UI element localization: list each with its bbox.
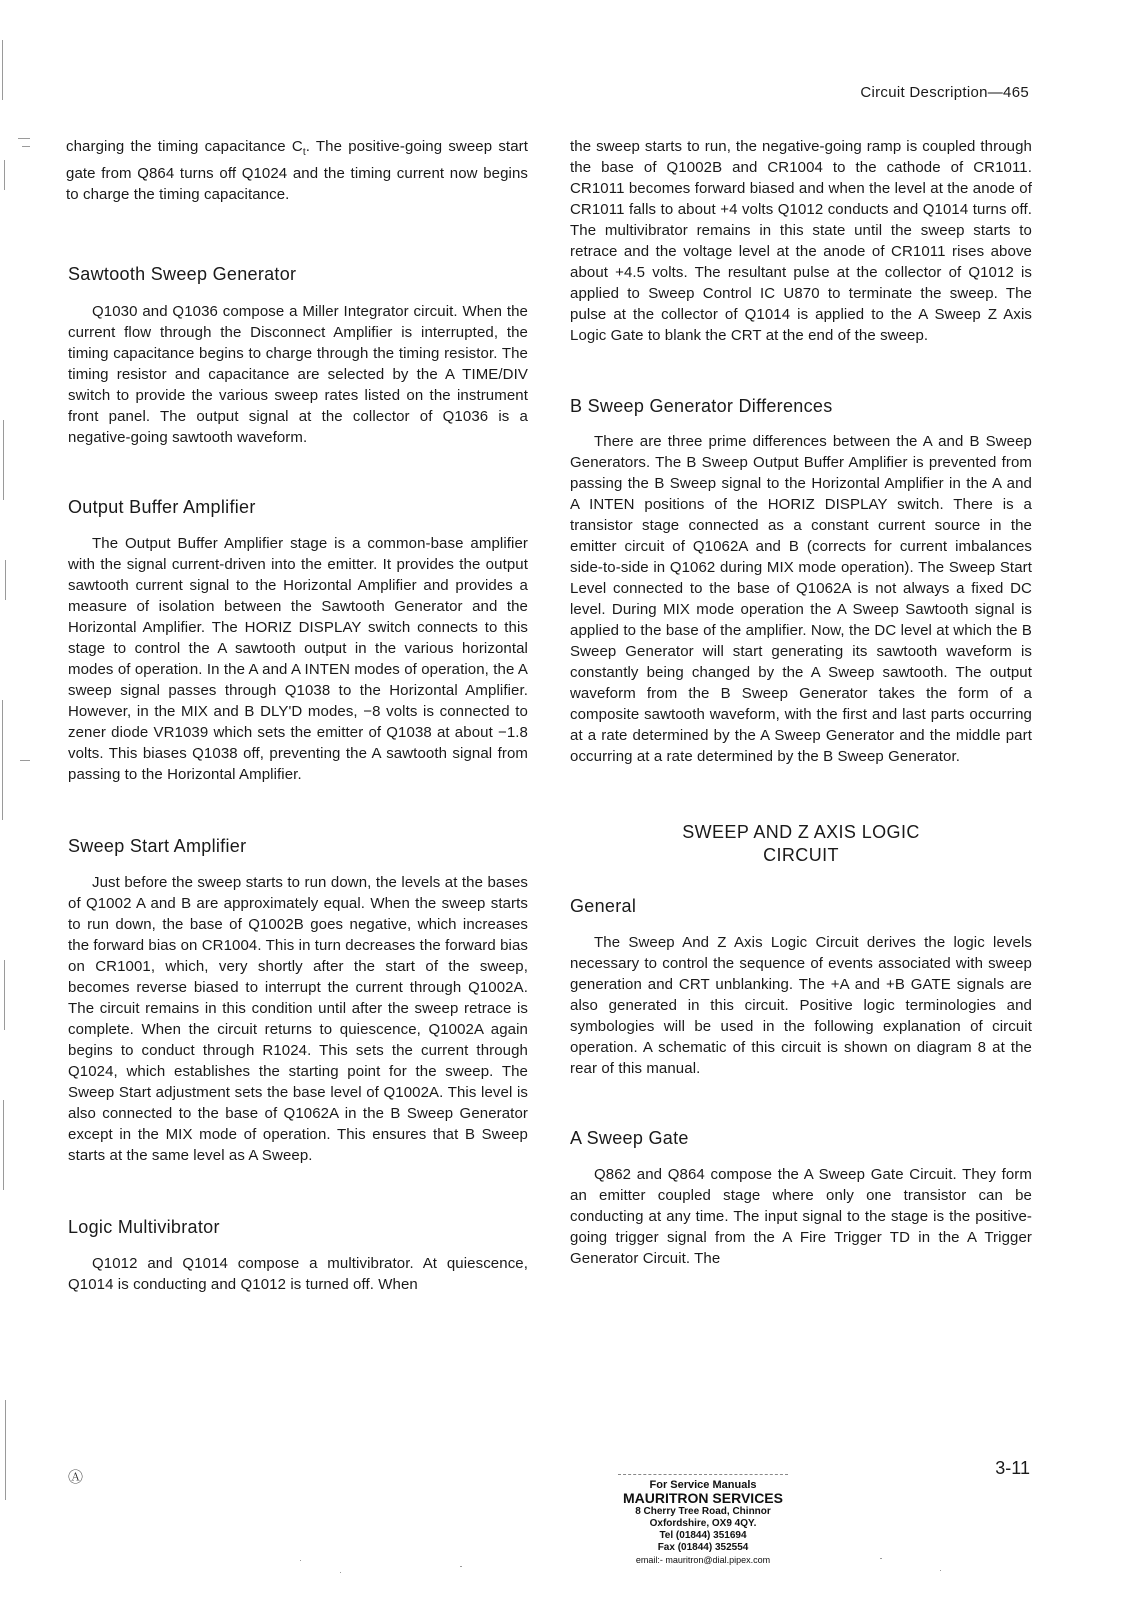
stamp-line-7: email:- mauritron@dial.pipex.com — [635, 1555, 771, 1565]
intro-text-rest: . The positive-going sweep start gate from Q864 turns off Q1024 and the timing current now begins to charge the timing capacitance. — [66, 138, 529, 203]
heading-logic-multivibrator: Logic Multivibrator — [68, 1217, 220, 1237]
intro-subscript: t — [302, 147, 306, 158]
running-header: Circuit Description—465 — [860, 84, 1029, 101]
heading-sawtooth-sweep-generator: Sawtooth Sweep Generator — [68, 264, 297, 284]
scan-noise-dots — [2, 40, 941, 1573]
paragraph-output-buffer-amplifier: The Output Buffer Amplifier stage is a common-base amplifier with the signal current-driven into the emitter. It provides the output sawtooth current signal to the Horizontal Amplifier and provides a measure of isolation between the Sawtooth Generator and the Horizontal Amplifier. The HORIZ DISPLAY switch connects to this stage to control the A sawtooth output in the various horizontal modes of operation. In the A and A INTEN modes of operation, the A sweep signal passes through Q1038 to the Horizontal Amplifier. However, in the MIX and B DLY'D modes, −8 volts is connected to zener diode VR1039 which sets the emitter of Q1038 at about −1.8 volts. This biases Q1038 off, preventing the A sawtooth signal from passing to the Horizontal Amplifier. — [68, 535, 528, 783]
stamp-line-1: For Service Manuals — [649, 1479, 757, 1491]
stamp-line-5: Tel (01844) 351694 — [659, 1530, 747, 1541]
paragraph-sawtooth-sweep-generator: Q1030 and Q1036 compose a Miller Integrator circuit. When the current flow through the Disconnect Amplifier is interrupted, the timing capacitance begins to charge through the timing resistor. The timing resistor and capacitance are selected by the A TIME/DIV switch to provide the various sweep rates listed on the instrument front panel. The output signal at the collector of Q1036 is a negative-going sawtooth waveform. — [68, 303, 528, 446]
page-number: 3-11 — [995, 1458, 1030, 1478]
section-title-line-1: SWEEP AND Z AXIS LOGIC — [682, 822, 920, 842]
heading-output-buffer-amplifier: Output Buffer Amplifier — [68, 497, 256, 517]
stamp-line-2: MAURITRON SERVICES — [623, 1490, 783, 1506]
heading-b-sweep-generator-differences: B Sweep Generator Differences — [570, 396, 833, 416]
paragraph-a-sweep-gate: Q862 and Q864 compose the A Sweep Gate Circuit. They form an emitter coupled stage where only one transistor can be conducting at any time. The input signal to the stage is the positive-going trigger signal from the A Fire Trigger TD in the A Trigger Generator Circuit. The — [570, 1166, 1032, 1267]
paragraph-sweep-start-amplifier: Just before the sweep starts to run down, the levels at the bases of Q1002 A and B are approximately equal. When the sweep starts to run down, the base of Q1002B goes negative, which increases the forward bias on CR1004. This in turn decreases the forward bias on CR1001, which, very shortly after the start of the sweep, becomes reverse biased to interrupt the current through Q1002A. The circuit remains in this condition until after the sweep retrace is complete. When the circuit returns to quiescence, Q1002A again begins to conduct through R1024. This sets the current through Q1024, which establishes the starting point for the sweep. The Sweep Start adjustment sets the base level of Q1002A. This level is also connected to the base of Q1062A in the B Sweep Generator except in the MIX mode of operation. This ensures that B Sweep starts at the same level as A Sweep. — [68, 874, 528, 1164]
paragraph-b-sweep-generator-differences: There are three prime differences between the A and B Sweep Generators. The B Sweep Output Buffer Amplifier is prevented from passing the B Sweep signal to the Horizontal Amplifier in the A and A INTEN positions of the HORIZ DISPLAY switch. There is a transistor stage connected as a constant current source in the emitter circuit of Q1062A and B (corrects for current imbalances side-to-side in Q1062 during MIX mode operation). The Sweep Start Level connected to the base of Q1062A is not always a fixed DC level. During MIX mode operation the A Sweep Sawtooth signal is applied to the base of the amplifier. Now, the DC level at which the B Sweep Generator will start generating its sawtooth waveform is constantly being changed by the A Sweep sawtooth. The output waveform from the B Sweep Generator takes the form of a composite sawtooth waveform, with the first and last parts occurring at a rate determined by the A Sweep Generator and the middle part occurring at a rate determined by the B Sweep Generator. — [570, 433, 1032, 765]
heading-a-sweep-gate: A Sweep Gate — [570, 1128, 689, 1148]
stamp-line-6: Fax (01844) 352554 — [657, 1542, 749, 1553]
publisher-mark: Ⓐ — [68, 1469, 84, 1486]
paragraph-general: The Sweep And Z Axis Logic Circuit derives the logic levels necessary to control the sequence of events associated with sweep generation and CRT unblanking. The +A and +B GATE signals are also generated in this circuit. Positive logic terminologies and symbologies will be used in the following explanation of circuit operation. A schematic of this circuit is shown on diagram 8 at the rear of this manual. — [570, 934, 1032, 1077]
stamp-line-3: 8 Cherry Tree Road, Chinnor — [635, 1506, 771, 1517]
paragraph-logic-multivibrator: Q1012 and Q1014 compose a multivibrator. At quiescence, Q1014 is conducting and Q1012 is turned off. When — [68, 1255, 528, 1293]
intro-text: charging the timing capacitance C — [66, 138, 303, 155]
paragraph-continued: the sweep starts to run, the negative-going ramp is coupled through the base of Q1002B and CR1004 to the cathode of CR1011. CR1011 becomes forward biased and when the level at the anode of CR1011 falls to about +4 volts Q1012 conducts and Q1014 turns off. The multivibrator remains in this state until the sweep starts to retrace and the voltage level at the anode of CR1011 rises above about +4.5 volts. The resultant pulse at the collector of Q1012 is applied to Sweep Control IC U870 to terminate the sweep. The pulse at the collector of Q1014 is applied to the A Sweep Z Axis Logic Gate to blank the CRT at the end of the sweep. — [570, 138, 1032, 344]
section-title-line-2: CIRCUIT — [763, 845, 839, 865]
stamp-line-4: Oxfordshire, OX9 4QY. — [649, 1518, 757, 1529]
heading-general: General — [570, 896, 637, 916]
heading-sweep-start-amplifier: Sweep Start Amplifier — [68, 836, 247, 856]
